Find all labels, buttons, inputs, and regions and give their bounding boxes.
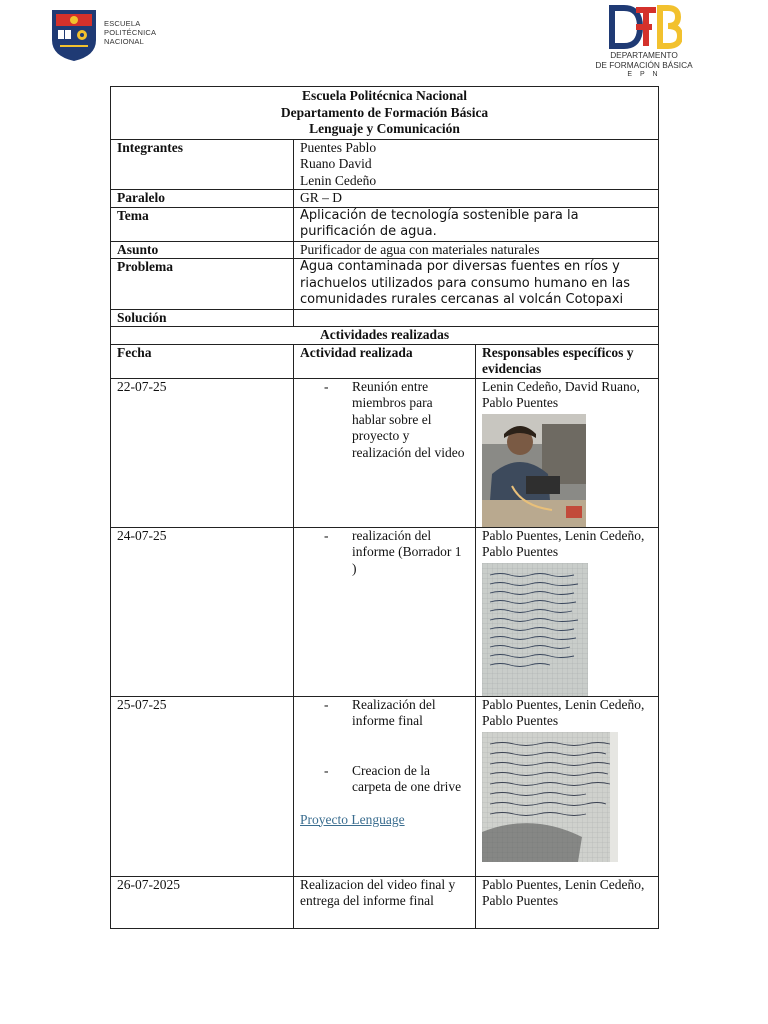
activity-row <box>111 696 659 876</box>
header-school: Escuela Politécnica Nacional <box>302 88 467 103</box>
row-paralelo <box>111 190 659 208</box>
onedrive-link[interactable] <box>300 812 469 829</box>
table-header <box>111 87 659 140</box>
row-asunto <box>111 241 659 259</box>
asunto-value: Purificador de agua con materiales naturales <box>294 241 659 259</box>
paralelo-value: GR – D <box>294 190 659 208</box>
col-responsables: Responsables específicos y evidencias <box>476 344 659 378</box>
asunto-label: Asunto <box>111 241 294 259</box>
activity-responsables <box>476 378 659 527</box>
problema-value: Agua contaminada por diversas fuentes en ríos y riachuelos utilizados para consumo humano en las comunidades rurales cercanas al volcán Cotopaxi <box>294 259 659 310</box>
activity-row <box>111 527 659 696</box>
activity-date: 26-07-2025 <box>111 876 294 928</box>
activity-row <box>111 378 659 527</box>
draft-notebook-photo <box>482 563 588 696</box>
activity-bullet-text: realización del informe (Borrador 1 ) <box>352 527 462 576</box>
activity-description <box>294 378 476 527</box>
integrantes-label: Integrantes <box>111 139 294 190</box>
responsables-text: Lenin Cedeño, David Ruano, Pablo Puentes <box>482 378 640 410</box>
row-problema <box>111 259 659 310</box>
activity-bullet-text: Reunión entre miembros para hablar sobre el proyecto y realización del video <box>352 378 465 460</box>
solucion-label: Solución <box>111 309 294 327</box>
problema-label: Problema <box>111 259 294 310</box>
member-name: Ruano David <box>300 156 372 171</box>
activity-bullet: - Creacion de la carpeta de one drive <box>300 763 469 796</box>
epn-logo <box>48 6 158 64</box>
activity-bullet: - Reunión entre miembros para hablar sobre el proyecto y realización del video <box>300 379 469 462</box>
member-name: Puentes Pablo <box>300 139 377 155</box>
header-department: Departamento de Formación Básica <box>280 104 489 120</box>
activity-description <box>294 696 476 876</box>
header-subject: Lenguaje y Comunicación <box>309 121 460 136</box>
responsables-text: Pablo Puentes, Lenin Cedeño, Pablo Puentes <box>482 696 645 728</box>
activity-row <box>111 876 659 928</box>
activity-bullet-text: Creacion de la carpeta de one drive <box>352 762 462 794</box>
activities-title-row <box>111 327 659 345</box>
row-solucion <box>111 309 659 327</box>
paralelo-label: Paralelo <box>111 190 294 208</box>
final-report-photo <box>482 732 618 862</box>
header-row <box>111 87 659 140</box>
activity-responsables: Pablo Puentes, Lenin Cedeño, Pablo Puentes <box>476 876 659 928</box>
dfb-logo-text: DEPARTAMENTO DE FORMACIÓN BÁSICA E P N <box>595 50 693 78</box>
dfb-logo <box>588 4 700 78</box>
activity-date: 24-07-25 <box>111 527 294 696</box>
integrantes-value <box>294 139 659 190</box>
row-tema <box>111 207 659 241</box>
activity-date: 25-07-25 <box>111 696 294 876</box>
responsables-text: Pablo Puentes, Lenin Cedeño, Pablo Puentes <box>482 527 645 559</box>
solucion-value <box>294 309 659 327</box>
row-integrantes <box>111 139 659 190</box>
activity-description <box>294 527 476 696</box>
epn-logo-text: ESCUELA POLITÉCNICA NACIONAL <box>104 19 157 46</box>
tema-label: Tema <box>111 207 294 241</box>
project-table <box>110 86 659 929</box>
activity-description: Realizacion del video final y entrega del informe final <box>294 876 476 928</box>
activity-bullet: - Realización del informe final <box>300 697 469 730</box>
activity-responsables <box>476 696 659 876</box>
activity-bullet-text: Realización del informe final <box>352 696 436 728</box>
meeting-photo <box>482 414 586 527</box>
col-fecha: Fecha <box>111 344 294 378</box>
member-name: Lenin Cedeño <box>300 172 377 188</box>
tema-value: Aplicación de tecnología sostenible para la purificación de agua. <box>294 207 659 241</box>
activity-responsables <box>476 527 659 696</box>
activity-bullet: - realización del informe (Borrador 1 ) <box>300 528 469 578</box>
activity-date: 22-07-25 <box>111 378 294 527</box>
onedrive-link-text[interactable]: Proyecto Lenguage <box>300 811 405 827</box>
dfb-mark-icon <box>606 4 682 50</box>
activities-title: Actividades realizadas <box>111 327 659 345</box>
epn-crest-icon <box>48 6 100 62</box>
activities-header-row <box>111 344 659 378</box>
col-actividad: Actividad realizada <box>294 344 476 378</box>
